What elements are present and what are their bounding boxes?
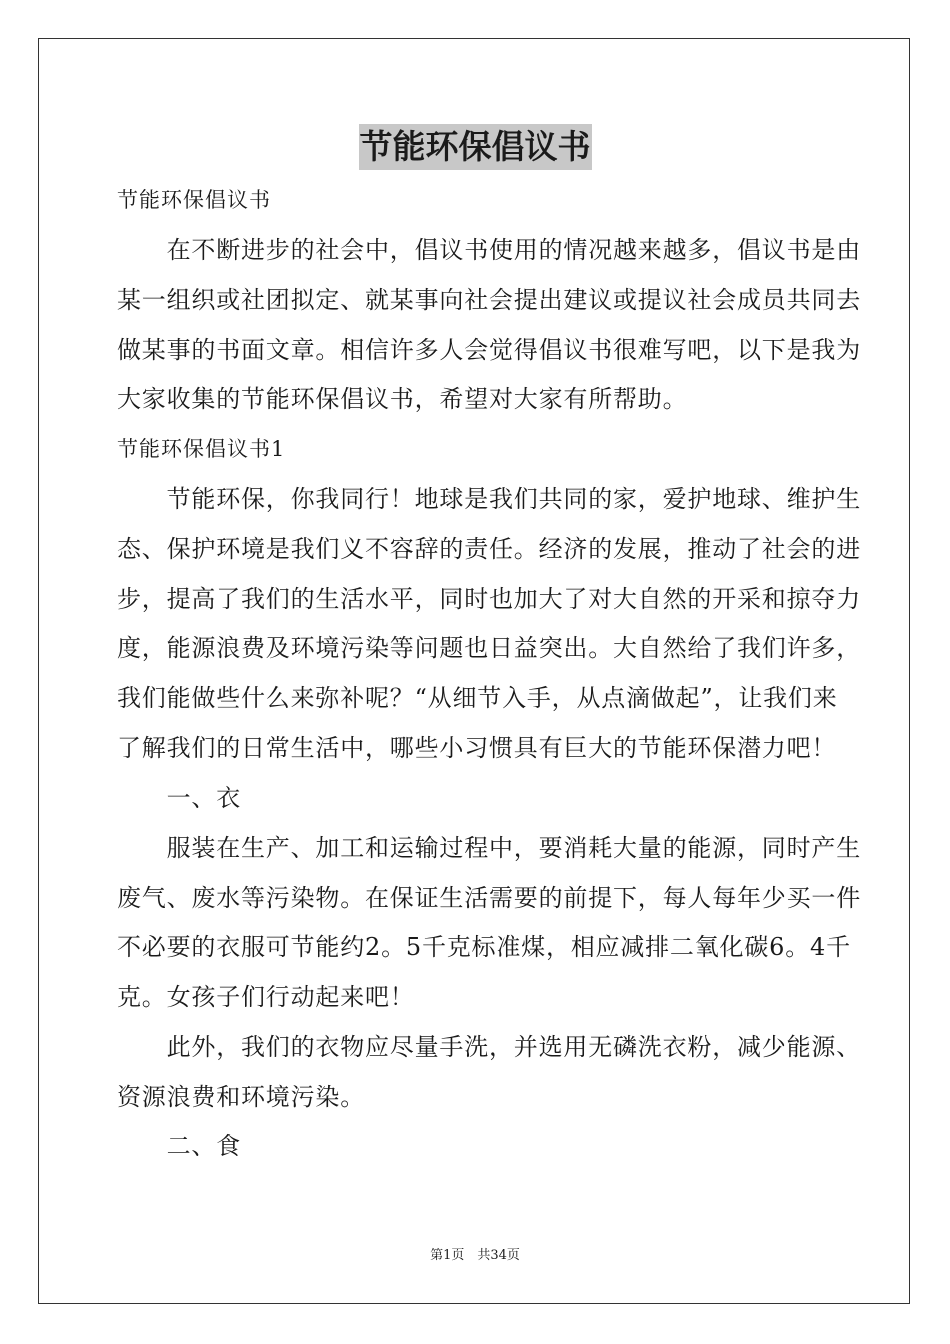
- text-line: 步，提高了我们的生活水平，同时也加大了对大自然的开采和掠夺力: [117, 585, 861, 613]
- text-line: 服装在生产、加工和运输过程中，要消耗大量的能源，同时产生: [117, 834, 861, 862]
- text-line: 一、衣: [117, 784, 241, 812]
- text-line: 此外，我们的衣物应尽量手洗，并选用无磷洗衣粉，减少能源、: [117, 1033, 861, 1061]
- text-line: 某一组织或社团拟定、就某事向社会提出建议或提议社会成员共同去: [117, 286, 861, 314]
- text-line: 资源浪费和环境污染。: [117, 1083, 365, 1111]
- text-line: 了解我们的日常生活中，哪些小习惯具有巨大的节能环保潜力吧！: [117, 734, 837, 762]
- text-line: 废气、废水等污染物。在保证生活需要的前提下，每人每年少买一件: [117, 884, 861, 912]
- text-line: 节能环保，你我同行！地球是我们共同的家，爱护地球、维护生: [117, 485, 861, 513]
- text-line: 二、食: [117, 1132, 241, 1160]
- text-line: 不必要的衣服可节能约2。5千克标准煤，相应减排二氧化碳6。4千: [117, 933, 851, 961]
- text-line-section-heading: 节能环保倡议书1: [117, 437, 286, 461]
- text-line: 态、保护环境是我们义不容辞的责任。经济的发展，推动了社会的进: [117, 535, 861, 563]
- text-line-subtitle: 节能环保倡议书: [117, 188, 271, 212]
- title-container: [0, 124, 950, 170]
- text-line: 大家收集的节能环保倡议书，希望对大家有所帮助。: [117, 385, 688, 413]
- text-line: 我们能做些什么来弥补呢？“从细节入手，从点滴做起”，让我们来: [117, 684, 838, 712]
- document-title: 节能环保倡议书: [359, 124, 592, 170]
- text-line: 克。女孩子们行动起来吧！: [117, 983, 415, 1011]
- text-line: 度，能源浪费及环境污染等问题也日益突出。大自然给了我们许多，: [117, 634, 861, 662]
- text-line: 做某事的书面文章。相信许多人会觉得倡议书很难写吧，以下是我为: [117, 336, 861, 364]
- page-number-footer: 第1页 共34页: [430, 1248, 520, 1263]
- text-line: 在不断进步的社会中，倡议书使用的情况越来越多，倡议书是由: [117, 236, 861, 264]
- page-border: [38, 38, 910, 1304]
